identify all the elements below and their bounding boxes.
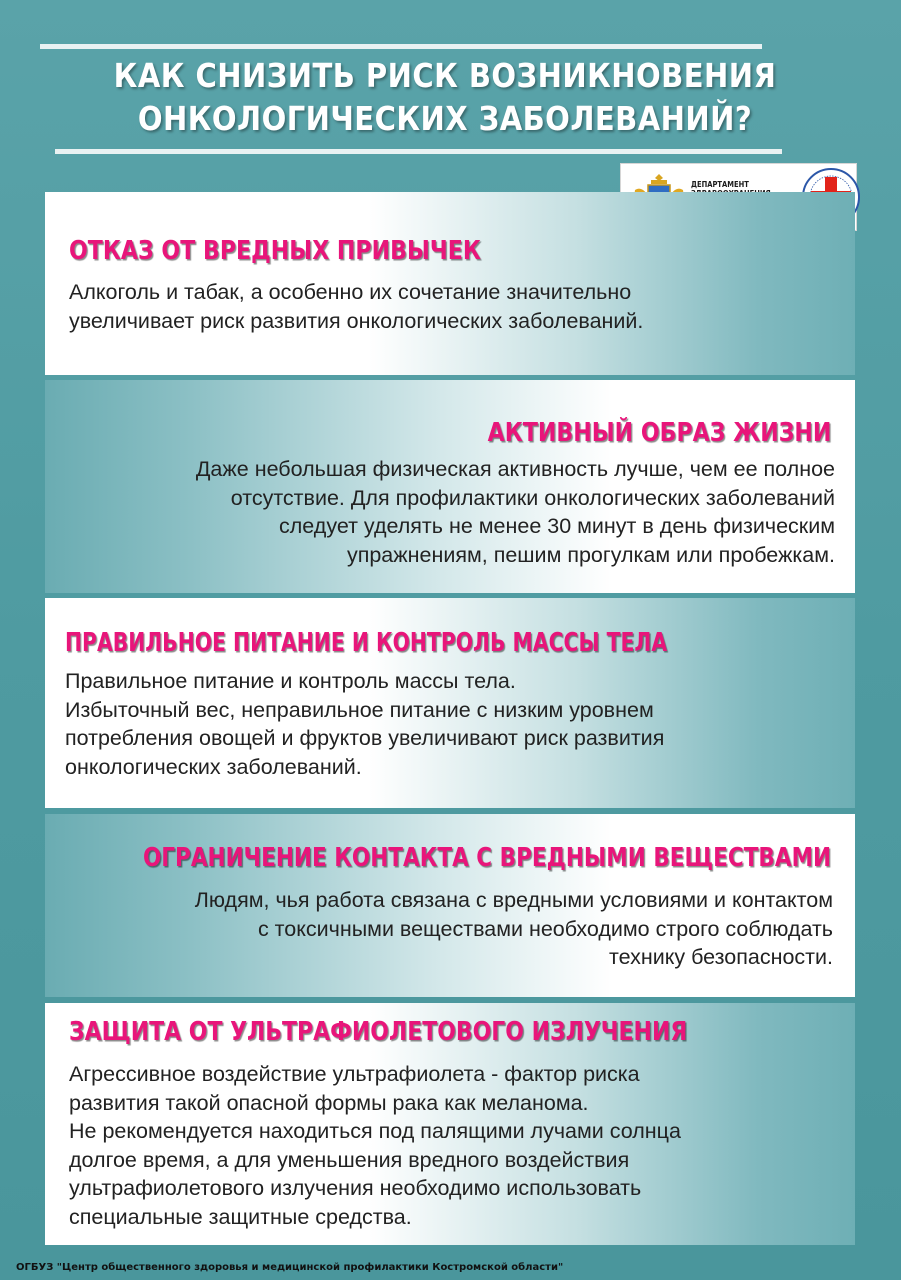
text-line: долгое время, а для уменьшения вредного воздействия bbox=[69, 1147, 630, 1172]
text-line: Людям, чья работа связана с вредными условиями и контактом bbox=[194, 888, 833, 912]
text-line: упражнениям, пешим прогулкам или пробежкам. bbox=[346, 542, 835, 567]
text-line: потребления овощей и фруктов увеличивают риск развития bbox=[65, 726, 665, 750]
text-line: увеличивает риск развития онкологических заболеваний. bbox=[69, 308, 644, 333]
title-line-1: КАК СНИЗИТЬ РИСК ВОЗНИКНОВЕНИЯ bbox=[113, 56, 777, 95]
section-heading: ЗАЩИТА ОТ УЛЬТРАФИОЛЕТОВОГО ИЗЛУЧЕНИЯ bbox=[69, 1017, 688, 1047]
section-heading: ПРАВИЛЬНОЕ ПИТАНИЕ И КОНТРОЛЬ МАССЫ ТЕЛА bbox=[65, 628, 668, 658]
title-line-2: ОНКОЛОГИЧЕСКИХ ЗАБОЛЕВАНИЙ? bbox=[137, 99, 753, 138]
text-line: Не рекомендуется находиться под палящими лучами солнца bbox=[69, 1119, 681, 1143]
text-line: Агрессивное воздействие ультрафиолета - фактор риска bbox=[69, 1062, 640, 1086]
department-line-1: ДЕПАРТАМЕНТ bbox=[691, 180, 749, 189]
text-line: ультрафиолетового излучения необходимо использовать bbox=[69, 1176, 642, 1200]
section-heading: АКТИВНЫЙ ОБРАЗ ЖИЗНИ bbox=[487, 418, 831, 448]
text-line: онкологических заболеваний. bbox=[65, 754, 362, 779]
text-line: технику безопасности. bbox=[609, 945, 833, 969]
text-line: с токсичными веществами необходимо строго соблюдать bbox=[257, 916, 833, 941]
page-title bbox=[89, 54, 802, 140]
text-line: развития такой опасной формы рака как меланома. bbox=[69, 1090, 589, 1115]
section-active-lifestyle bbox=[45, 380, 855, 593]
section-text bbox=[69, 1060, 681, 1231]
section-heading: ОГРАНИЧЕНИЕ КОНТАКТА С ВРЕДНЫМИ ВЕЩЕСТВАМИ bbox=[142, 843, 831, 873]
section-bad-habits bbox=[45, 192, 855, 375]
section-heading: ОТКАЗ ОТ ВРЕДНЫХ ПРИВЫЧЕК bbox=[69, 236, 481, 266]
text-line: Алкоголь и табак, а особенно их сочетание значительно bbox=[69, 280, 632, 304]
text-line: следует уделять не менее 30 минут в день физическим bbox=[279, 514, 835, 538]
section-uv-protection bbox=[45, 1003, 855, 1245]
text-line: Даже небольшая физическая активность лучше, чем ее полное bbox=[195, 457, 835, 481]
title-top-rule bbox=[40, 44, 762, 49]
section-harmful-substances bbox=[45, 814, 855, 997]
section-nutrition bbox=[45, 598, 855, 808]
section-text bbox=[65, 667, 664, 781]
text-line: специальные защитные средства. bbox=[69, 1204, 412, 1229]
footer-organization: ОГБУЗ "Центр общественного здоровья и медицинской профилактики Костромской области" bbox=[16, 1262, 564, 1273]
section-text bbox=[69, 278, 643, 335]
section-text bbox=[195, 886, 833, 972]
text-line: Правильное питание и контроль массы тела. bbox=[65, 669, 516, 693]
title-bottom-rule bbox=[55, 149, 782, 154]
text-line: отсутствие. Для профилактики онкологических заболеваний bbox=[230, 485, 835, 510]
section-text bbox=[196, 455, 835, 569]
text-line: Избыточный вес, неправильное питание с низким уровнем bbox=[65, 697, 654, 722]
